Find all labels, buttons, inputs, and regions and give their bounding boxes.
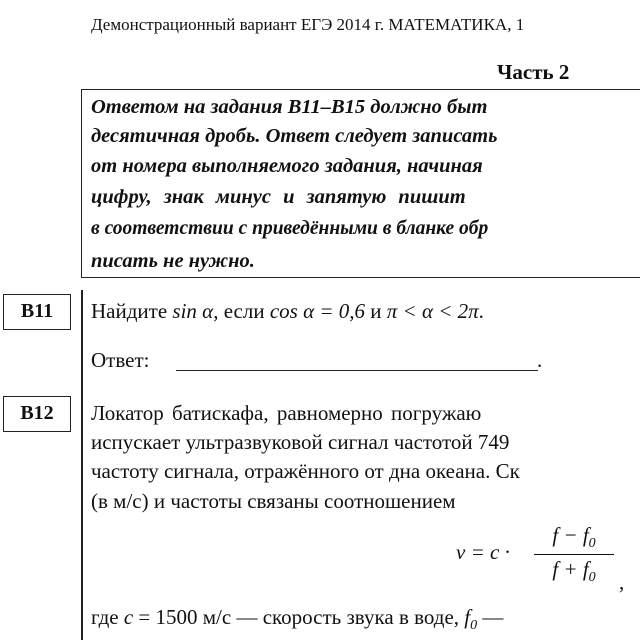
instruction-line: десятичная дробь. Ответ следует записать xyxy=(91,125,498,147)
task-b12-line: частоту сигнала, отражённого от дна океана. Ск xyxy=(91,459,520,483)
formula-comma: , xyxy=(619,570,625,594)
task-b11-cos: cos α = 0,6 xyxy=(269,299,366,323)
instruction-line: Ответом на задания B11–B15 должно быт xyxy=(91,96,488,118)
task-label-b11: B11 xyxy=(3,294,71,330)
formula-fraction xyxy=(534,523,614,586)
instruction-line: в соответствии с приведёнными в бланке обр xyxy=(91,218,489,239)
task-b11-text: . xyxy=(478,299,484,323)
task-label-b12: B12 xyxy=(3,396,71,432)
task-b12-last-line: где c = 1500 м/с — скорость звука в воде, $f_0$ — xyxy=(91,605,504,634)
formula-denominator: $f + f_0$ xyxy=(552,557,596,586)
task-b11-text: и xyxy=(365,299,387,323)
task-b11-question xyxy=(91,299,484,324)
task-b12-line: (в м/с) и частоты связаны соотношением xyxy=(91,489,456,513)
task-b12-line: испускает ультразвуковой сигнал частотой 749 xyxy=(91,430,510,454)
task-b11-text: Найдите xyxy=(91,299,173,323)
part-title: Часть 2 xyxy=(497,60,570,84)
answer-field[interactable] xyxy=(176,370,538,371)
task-b11-sin: sin α xyxy=(172,299,214,323)
task-b11-range: π < α < 2π xyxy=(386,299,479,323)
answer-dot: . xyxy=(537,348,543,372)
instruction-line: писать не нужно. xyxy=(91,250,255,272)
task-b12-line: Локатор батискафа, равномерно погружаю xyxy=(91,401,482,425)
answer-label: Ответ: xyxy=(91,348,150,372)
page-header: Демонстрационный вариант ЕГЭ 2014 г. МАТЕМАТИКА, 1 xyxy=(91,15,525,34)
instruction-line: от номера выполняемого задания, начиная xyxy=(91,155,483,177)
formula-numerator: $f - f_0$ xyxy=(534,523,614,555)
instruction-line: цифру, знак минус и запятую пишит xyxy=(91,186,466,208)
formula-lhs: v = c · xyxy=(456,540,510,564)
task-b11-text: , если xyxy=(213,299,270,323)
task-column-rule xyxy=(81,290,83,640)
